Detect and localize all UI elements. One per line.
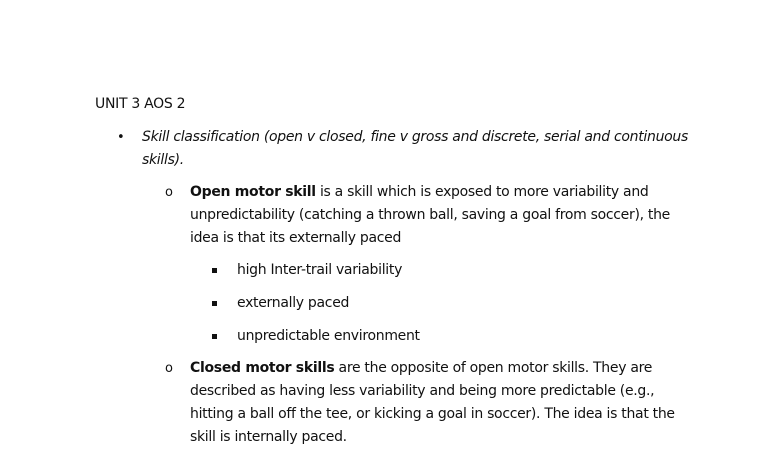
square-bullet-icon	[212, 334, 217, 339]
open-skill-description: is a skill which is exposed to more variability and unpredictability (catching a thrown ball, saving a goal from soccer), the idea is that its externally paced	[190, 184, 670, 246]
list-item-skill-classification	[95, 126, 695, 172]
square-bullet-icon	[212, 301, 217, 306]
closed-skill-description: are the opposite of open motor skills. They are described as having less variability and being more predictable (e.g., hitting a ball off the tee, or kicking a goal in soccer). The idea is that the skill is internally paced.	[190, 360, 675, 445]
circle-marker: o	[165, 185, 173, 200]
square-bullet-icon	[212, 268, 217, 273]
list-item-feature	[212, 292, 672, 315]
list-item-feature	[212, 325, 672, 348]
list-item-feature	[212, 259, 672, 282]
page-heading: UNIT 3 AOS 2	[95, 96, 186, 112]
list-item-closed-motor-skills	[165, 357, 685, 449]
feature-text: high Inter-trail variability	[237, 262, 403, 278]
list-item-open-motor-skill	[165, 181, 685, 250]
bullet-marker: •	[117, 130, 125, 145]
closed-skill-term: Closed motor skills	[190, 360, 335, 376]
circle-marker: o	[165, 361, 173, 376]
feature-text: unpredictable environment	[237, 328, 420, 344]
list-item-text: Skill classification (open v closed, fine v gross and discrete, serial and continuous skills).	[142, 129, 688, 168]
open-skill-term: Open motor skill	[190, 184, 316, 200]
closed-skill-text	[190, 357, 685, 449]
open-skill-text	[190, 181, 685, 250]
feature-text: externally paced	[237, 295, 350, 311]
